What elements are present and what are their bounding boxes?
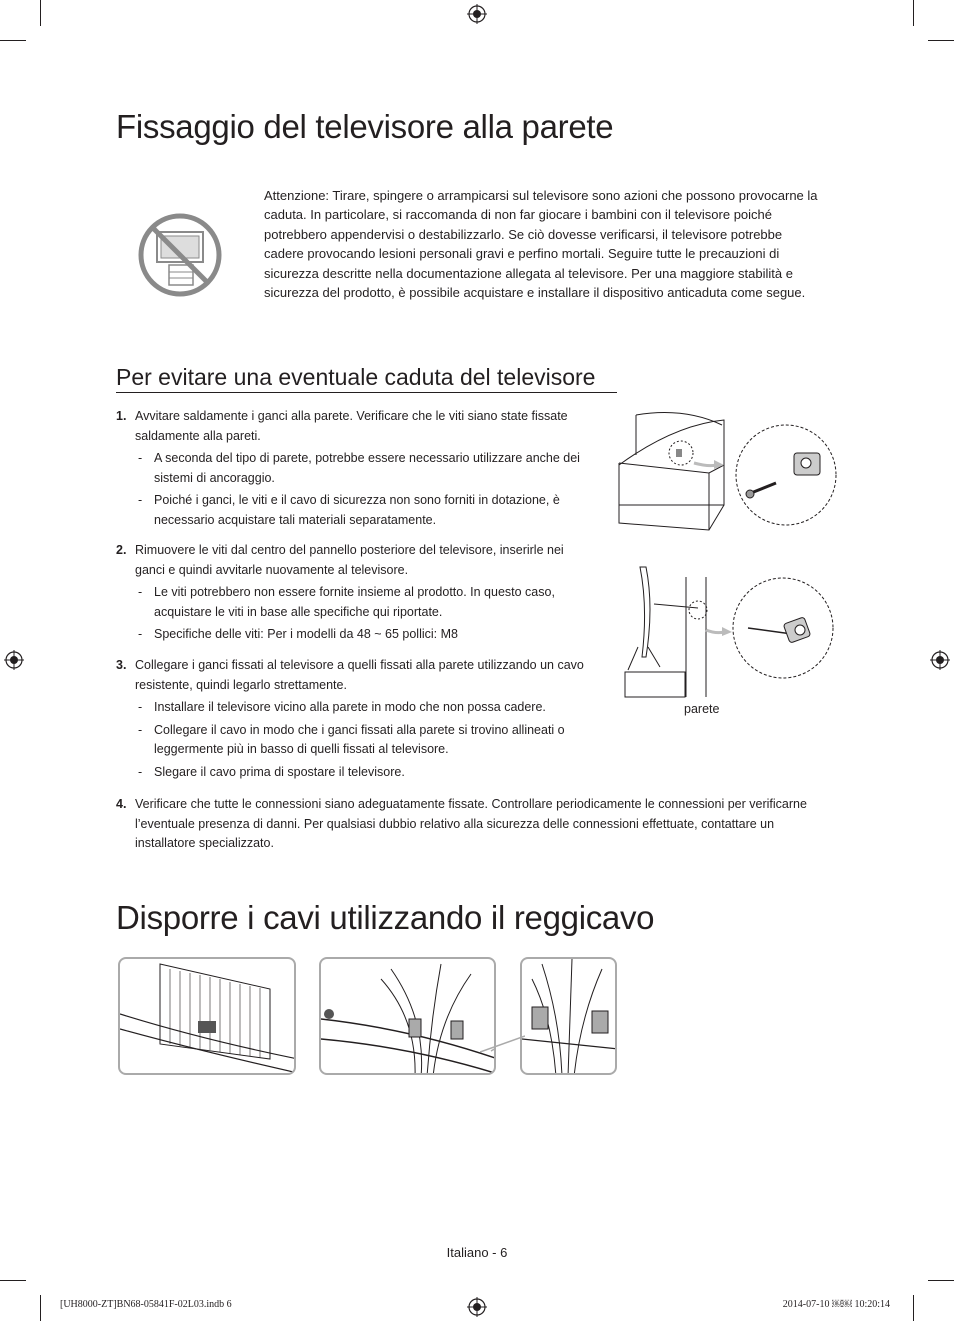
crop-mark — [0, 1280, 26, 1281]
crop-mark — [913, 1295, 914, 1321]
registration-mark-icon — [467, 4, 487, 24]
section-title: Disporre i cavi utilizzando il reggicavo — [116, 899, 655, 936]
step-text: Verificare che tutte le connessioni siano adeguatamente fissate. Controllare periodicamente le connessioni per verificarne l’eventuale presenza di danni. Per qualsiasi dubbio relativo alla sicurezza delle connessioni effettuate, contattare un installatore specializzato. — [135, 797, 807, 851]
step-number: 2. — [116, 543, 127, 557]
step-number: 3. — [116, 658, 127, 672]
step-note: - Le viti potrebbero non essere fornite insieme al prodotto. In questo caso, acquistare le viti in base alle specifiche qui riportate. — [138, 585, 555, 619]
crop-mark — [928, 1280, 954, 1281]
wall-cable-illustration — [620, 562, 842, 702]
registration-mark-icon — [467, 1297, 487, 1317]
step-note: - Poiché i ganci, le viti e il cavo di sicurezza non sono forniti in dotazione, è necessario acquistare tali materiali separatamente. — [138, 493, 560, 527]
zoom-connector-line — [480, 1030, 525, 1060]
step-note: - A seconda del tipo di parete, potrebbe essere necessario utilizzare anche dei sistemi di ancoraggio. — [138, 451, 580, 485]
step-text: Collegare i ganci fissati al televisore a quelli fissati alla parete utilizzando un cavo resistente, quindi legarlo strettamente. — [135, 658, 584, 692]
safety-warning: Attenzione: Tirare, spingere o arrampicarsi sul televisore sono azioni che possono provocarne la caduta. In particolare, si raccomanda di non far giocare i bambini con il televisore poiché potrebbero appendervisi o destabilizzarlo. Se ciò dovesse verificarsi, il televisore potrebbe cadere provocando lesioni personali gravi e perfino mortali. Seguire tutte le precauzioni di sicurezza descritte nella documentazione allegata al televisore. Per una maggiore stabilità e sicurezza del prodotto, è possibile acquistare e installare il dispositivo anticaduta come segue. — [264, 188, 818, 301]
cable-holder-image-2 — [319, 957, 496, 1075]
step-2 — [116, 541, 586, 645]
step-note: - Collegare il cavo in modo che i ganci fissati alla parete si trovino allineati o leggermente più in basso di quelli fissati al televisore. — [138, 722, 565, 757]
crop-mark — [40, 1295, 41, 1321]
step-text: Rimuovere le viti dal centro del pannello posteriore del televisore, inserirle nei ganci e quindi avvitarle nuovamente al televisore. — [135, 543, 564, 577]
step-1 — [116, 407, 586, 531]
step-note: - Specifiche delle viti: Per i modelli da 48 ~ 65 pollici: M8 — [138, 627, 458, 642]
crop-mark — [40, 0, 41, 26]
step-number: 4. — [116, 797, 127, 811]
crop-mark — [0, 40, 26, 41]
section-heading: Per evitare una eventuale caduta del televisore — [116, 366, 617, 393]
step-note: - Slegare il cavo prima di spostare il televisore. — [138, 764, 405, 779]
registration-mark-icon — [4, 650, 24, 670]
cable-holder-image-3 — [520, 957, 617, 1075]
print-slug-date: 2014-07-10 ￼￼ 10:20:14 — [782, 1299, 890, 1310]
crop-mark — [913, 0, 914, 26]
page-number: Italiano - 6 — [446, 1245, 508, 1260]
registration-mark-icon — [930, 650, 950, 670]
no-climbing-icon — [137, 212, 223, 298]
step-note: - Installare il televisore vicino alla parete in modo che non possa cadere. — [138, 700, 546, 715]
step-text: Avvitare saldamente i ganci alla parete. Verificare che le viti siano state fissate saldamente alla pareti. — [135, 409, 568, 443]
cable-holder-image-1 — [118, 957, 296, 1075]
step-number: 1. — [116, 409, 127, 423]
step-3 — [116, 656, 596, 783]
wall-hook-illustration — [614, 405, 844, 535]
wall-label: parete — [684, 702, 720, 716]
print-slug-file: [UH8000-ZT]BN68-05841F-02L03.indb 6 — [60, 1299, 232, 1310]
step-4 — [116, 795, 828, 854]
crop-mark — [928, 40, 954, 41]
page-title: Fissaggio del televisore alla parete — [116, 108, 614, 145]
